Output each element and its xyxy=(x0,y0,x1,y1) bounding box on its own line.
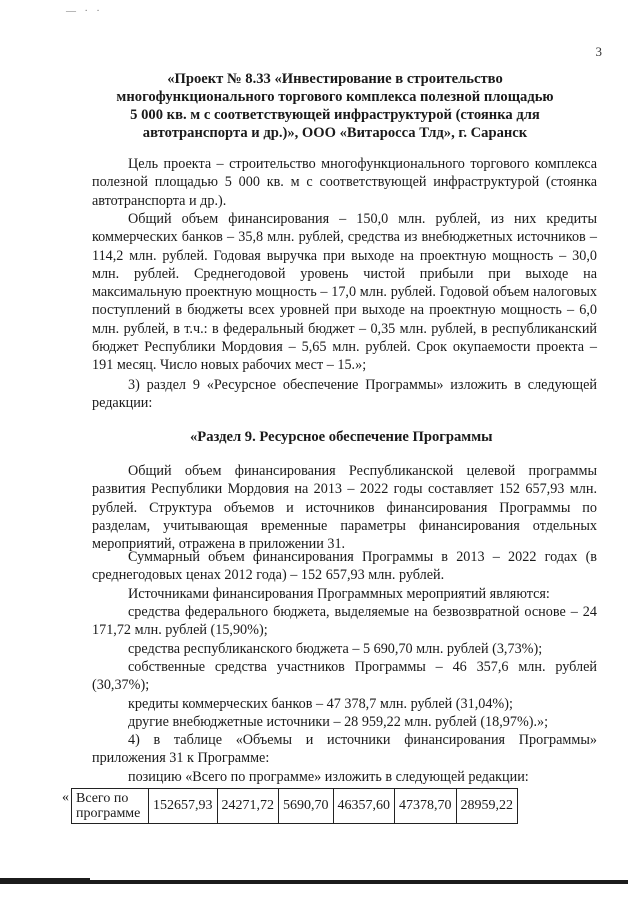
project-heading-line: многофункционального торгового комплекса полезной площадью xyxy=(116,89,554,105)
table-cell-participants: 46357,60 xyxy=(333,789,395,824)
section-9-paragraph-3: Источниками финансирования Программных мероприятий являются: xyxy=(128,586,550,602)
totals-table xyxy=(71,788,518,824)
table-cell-federal: 24271,72 xyxy=(217,789,279,824)
project-financing-paragraph: Общий объем финансирования – 150,0 млн. рублей, из них кредиты коммерческих банков – 35,8 млн. рублей, средства из внебюджетных источников – 114,2 млн. рублей. Годовая выручка при выходе на проектную мощность – 30,0 млн. рублей. Среднегодовой уровень чистой прибыли при выходе на максимальную проектную мощность – 17,0 млн. рублей. Годовой объем налоговых поступлений в бюджеты всех уровней при выходе на проектную мощность – 6,0 млн. рублей, в т.ч.: в федеральный бюджет – 0,35 млн. рублей, в республиканский бюджет Республики Мордовия – 5,65 млн. рублей. Срок окупаемости проекта – 191 месяц. Число новых рабочих мест – 15.»; xyxy=(92,211,597,374)
project-heading-line: «Проект № 8.33 «Инвестирование в строительство xyxy=(167,71,503,87)
table-row-label: Всего по программе xyxy=(72,789,149,824)
section-9-paragraph-2: Суммарный объем финансирования Программы в 2013 – 2022 годах (в среднегодовых ценах 2012 года) – 152 657,93 млн. рублей. xyxy=(92,549,597,584)
section-9-paragraph-1: Общий объем финансирования Республиканской целевой программы развития Республики Мордовия на 2013 – 2022 годы составляет 152 657,93 млн. рублей. Структура объемов и источников финансирования Программы по разделам, учитывающая временные параметры финансирования отдельных мероприятий, отражена в приложении 31. xyxy=(92,463,597,553)
scan-marks: — · · xyxy=(66,6,103,17)
table-row xyxy=(72,789,518,824)
table-cell-credits: 47378,70 xyxy=(395,789,457,824)
project-heading xyxy=(100,70,570,142)
scan-bottom-edge xyxy=(0,880,628,884)
project-heading-line: автотранспорта и др.)», ООО «Витаросса Тлд», г. Саранск xyxy=(142,125,528,141)
table-cell-total: 152657,93 xyxy=(149,789,218,824)
source-federal-budget: средства федерального бюджета, выделяемые на безвозвратной основе – 24 171,72 млн. рублей (15,90%); xyxy=(92,604,597,639)
source-republican-budget: средства республиканского бюджета – 5 690,70 млн. рублей (3,73%); xyxy=(128,641,543,657)
source-extrabudgetary: другие внебюджетные источники – 28 959,22 млн. рублей (18,97%).»; xyxy=(128,714,549,730)
source-participants: собственные средства участников Программы – 46 357,6 млн. рублей (30,37%); xyxy=(92,659,597,694)
project-goal-paragraph: Цель проекта – строительство многофункционального торгового комплекса полезной площадью 5 000 кв. м с соответствующей инфраструктурой (стоянка автотранспорта и др.). xyxy=(92,156,597,209)
source-bank-credits: кредиты коммерческих банков – 47 378,7 млн. рублей (31,04%); xyxy=(128,696,513,712)
table-cell-republican: 5690,70 xyxy=(279,789,334,824)
project-heading-line: 5 000 кв. м с соответствующей инфраструктурой (стоянка для xyxy=(130,107,540,123)
page-number: 3 xyxy=(595,44,602,59)
item-4-paragraph: 4) в таблице «Объемы и источники финансирования Программы» приложения 31 к Программе: xyxy=(92,732,597,767)
item-3-paragraph: 3) раздел 9 «Ресурсное обеспечение Программы» изложить в следующей редакции: xyxy=(92,377,597,412)
table-cell-other: 28959,22 xyxy=(456,789,518,824)
item-4-instruction: позицию «Всего по программе» изложить в следующей редакции: xyxy=(128,769,529,785)
section-9-heading: «Раздел 9. Ресурсное обеспечение Программы xyxy=(190,429,493,445)
table-opening-quote: « xyxy=(62,790,69,805)
